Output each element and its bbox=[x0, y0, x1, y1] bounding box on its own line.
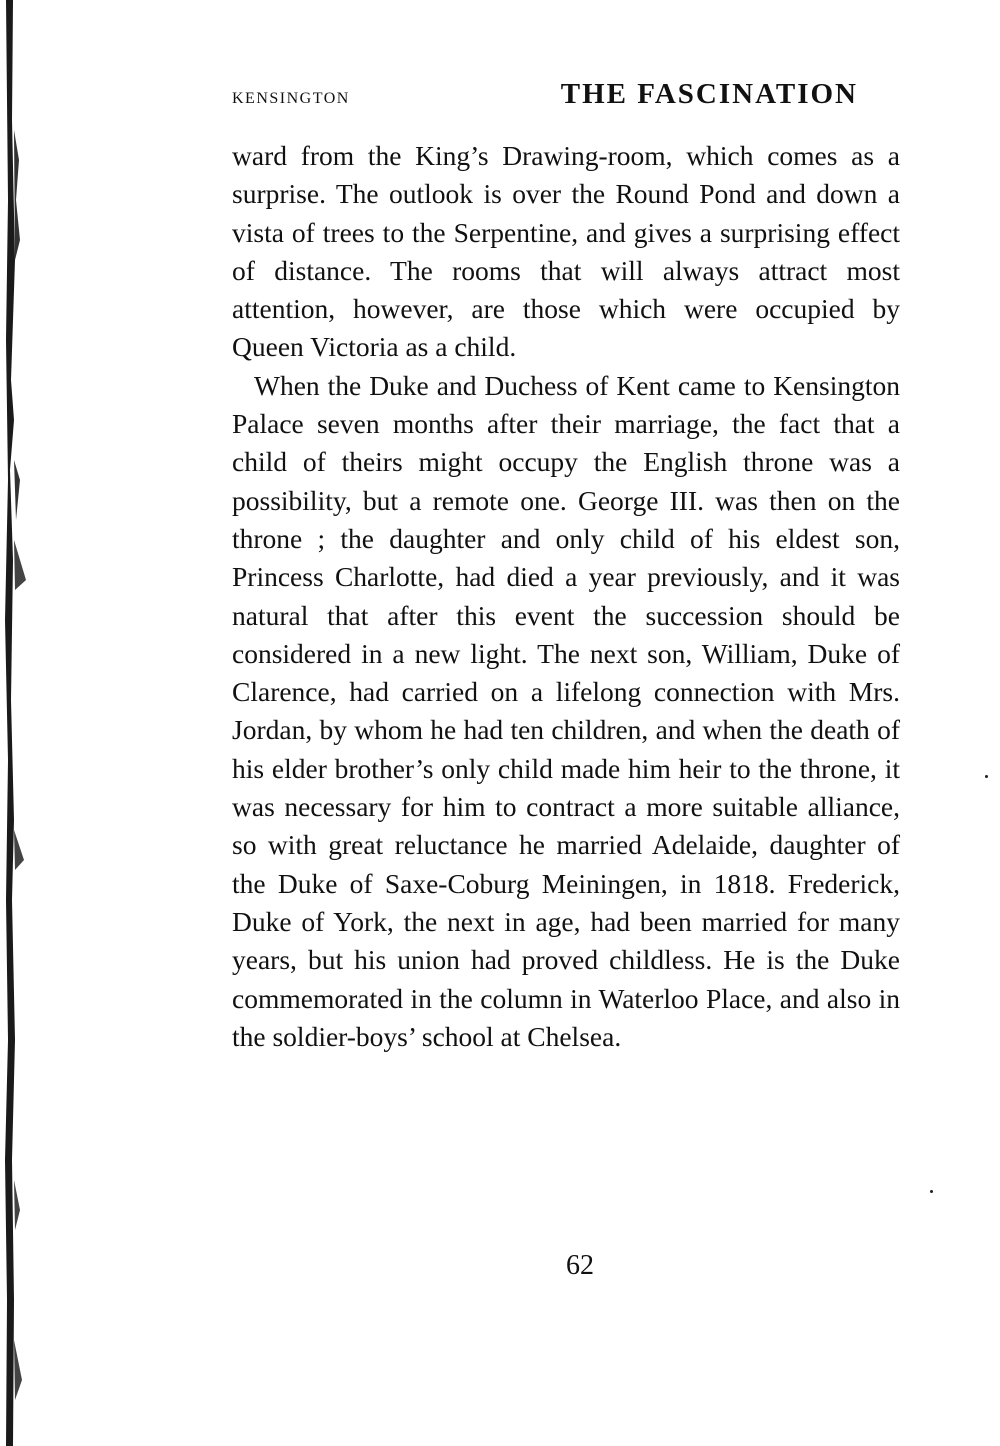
running-head bbox=[232, 78, 858, 118]
running-head-section: KENSINGTON bbox=[232, 90, 350, 107]
page-number: 62 bbox=[566, 1250, 594, 1281]
running-head-title: THE FASCINATION bbox=[560, 78, 858, 110]
scan-speck bbox=[985, 775, 988, 778]
paragraph-continued: ward from the King’s Drawing-room, which comes as a surprise. The outlook is over the Round Pond and down a vista of trees to the Serpentine, and gives a surprising effect of distance. The rooms that will always attract most attention, however, are those which were occupied by Queen Victoria as a child. bbox=[232, 140, 900, 363]
paragraph: When the Duke and Duchess of Kent came to Kensington Palace seven months after their marriage, the fact that a child of theirs might occupy the English throne was a possibility, but a remote one. George III. was then on the throne ; the daughter and only child of his eldest son, Princess Charlotte, had died a year previously, and it was natural that after this event the succession should be considered in a new light. The next son, William, Duke of Clarence, had carried on a lifelong connection with Mrs. Jordan, by whom he had ten children, and when the death of his elder brother’s only child made him heir to the throne, it was necessary for him to contract a more suitable alliance, so with great reluctance he married Adelaide, daughter of the Duke of Saxe-Coburg Meiningen, in 1818. Frederick, Duke of York, the next in age, had been married for many years, but his union had proved childless. He is the Duke commemorated in the column in Waterloo Place, and also in the soldier-boys’ school at Chelsea. bbox=[232, 369, 900, 1052]
scan-speck bbox=[930, 1190, 933, 1193]
body-text bbox=[232, 137, 900, 1056]
scanned-binding-edge bbox=[0, 0, 42, 1446]
